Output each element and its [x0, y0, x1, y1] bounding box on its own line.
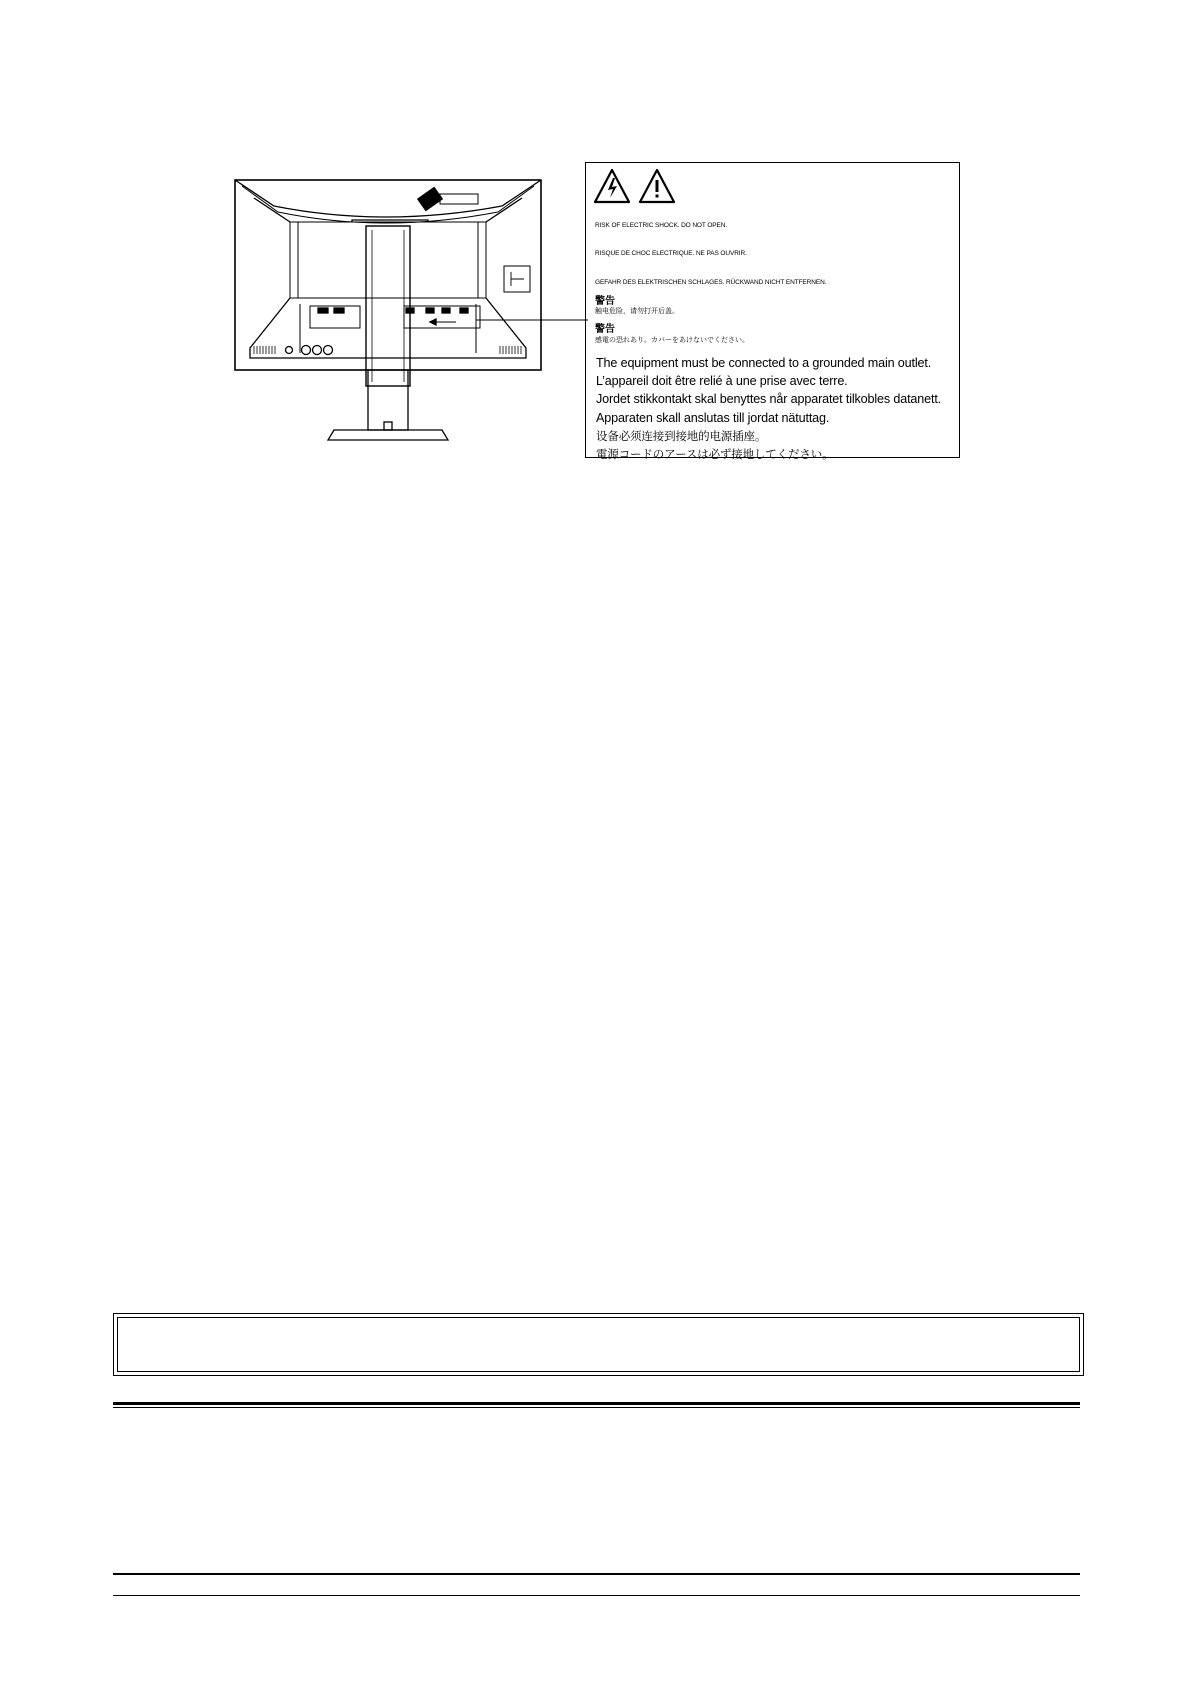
electric-shock-warning-icon	[593, 168, 631, 204]
warning-label	[585, 162, 960, 462]
ground-line-no: Jordet stikkontakt skal benyttes når apparatet tilkobles datanett.	[596, 392, 942, 407]
risk-text-de: GEFAHR DES ELEKTRISCHEN SCHLAGES. RÜCKWAND NICHT ENTFERNEN.	[595, 279, 827, 286]
ground-line-fr: L’appareil doit être relié à une prise avec terre.	[596, 374, 848, 389]
monitor-rear-illustration	[234, 178, 542, 450]
warning-ja-text: 感電の恐れあり。カバーをあけないでください。	[595, 336, 749, 344]
warning-zh-title: 警告	[595, 296, 615, 307]
section-rule-bottom-thick	[113, 1573, 1080, 1575]
notice-box-inner	[117, 1317, 1080, 1372]
risk-text-en: RISK OF ELECTRIC SHOCK. DO NOT OPEN.	[595, 222, 728, 229]
label-leader-line	[540, 318, 588, 324]
section-rule-top-thick	[113, 1402, 1080, 1405]
section-rule-top-thin	[113, 1407, 1080, 1408]
ground-line-sv: Apparaten skall anslutas till jordat nätuttag.	[596, 410, 830, 425]
warning-ja-title: 警告	[595, 324, 615, 335]
grounding-instructions	[596, 354, 956, 463]
ground-line-en: The equipment must be connected to a grounded main outlet.	[596, 356, 932, 370]
risk-text-fr: RISQUE DE CHOC ELECTRIQUE. NE PAS OUVRIR.	[595, 250, 747, 257]
notice-box	[113, 1313, 1084, 1376]
warning-zh-text: 触电危险，请勿打开后盖。	[595, 307, 679, 315]
warning-icons	[593, 168, 676, 204]
caution-warning-icon	[638, 168, 676, 204]
section-rule-bottom-thin	[113, 1595, 1080, 1596]
ground-line-zh: 设备必须连接到接地的电源插座。	[596, 428, 767, 443]
ground-line-ja: 電源コードのアースは必ず接地してください。	[596, 447, 834, 462]
